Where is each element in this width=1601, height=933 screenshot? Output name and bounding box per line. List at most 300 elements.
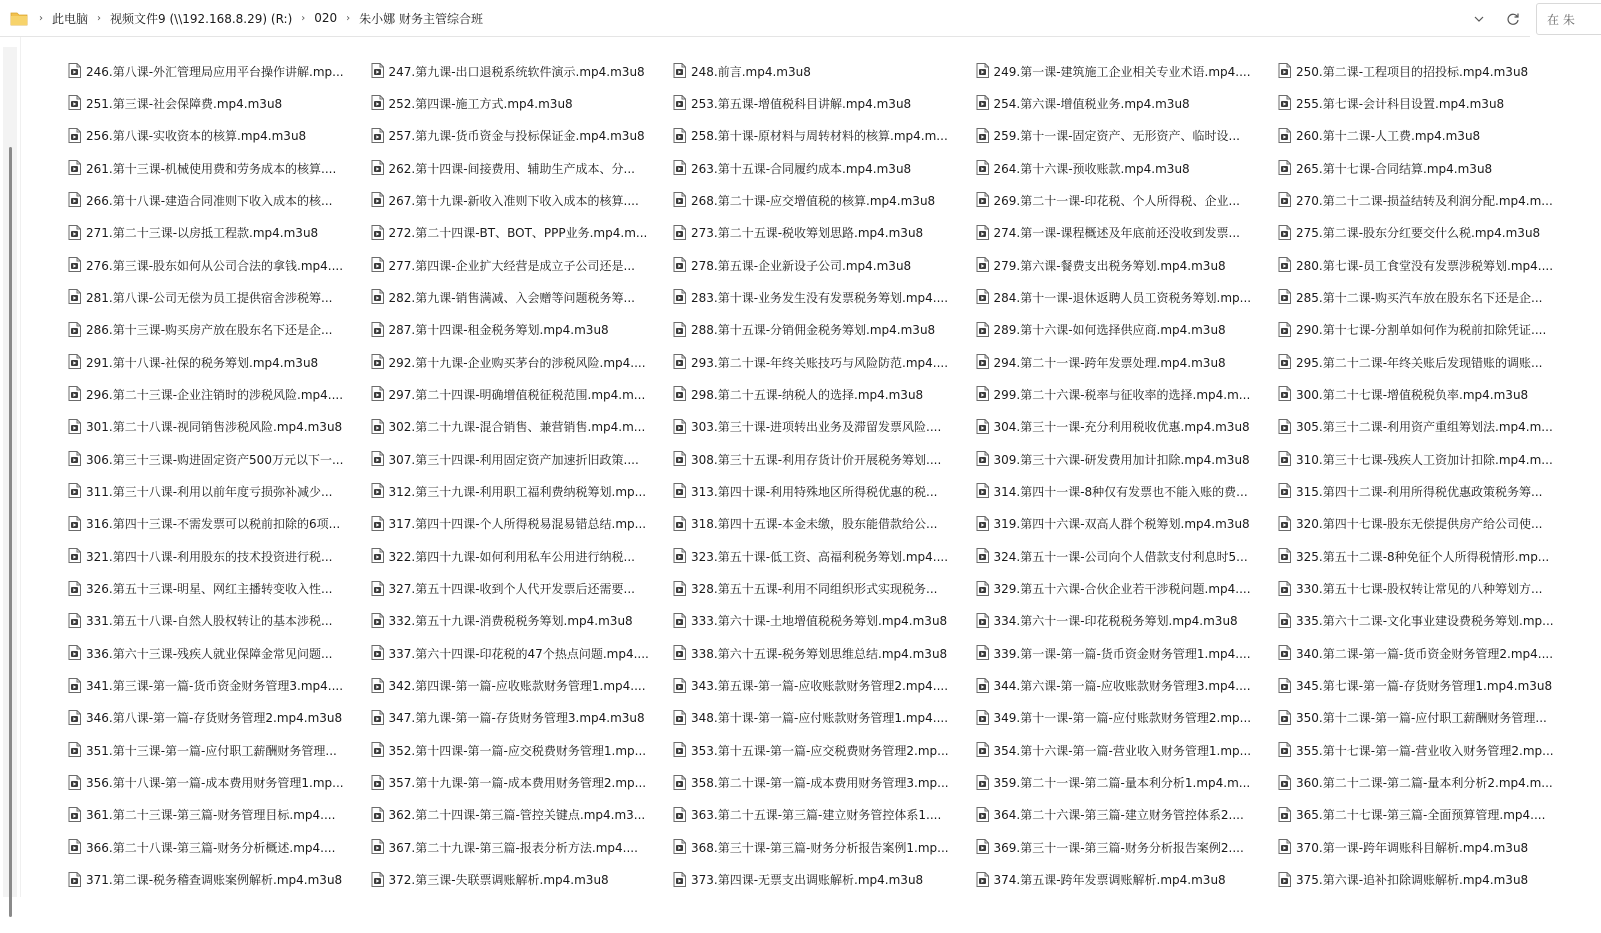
file-list [64,55,1554,896]
m3u8-file-icon [371,354,385,370]
file-name: 334.第六十一课-印花税税务筹划.mp4.m3u8 [993,614,1238,629]
file-item[interactable] [64,281,367,313]
file-item[interactable] [64,831,367,863]
file-item[interactable] [1274,120,1577,152]
m3u8-file-icon [371,160,385,176]
file-item[interactable] [367,314,670,346]
file-item[interactable] [1274,831,1577,863]
file-item[interactable] [367,702,670,734]
navigation-pane[interactable] [0,37,20,897]
file-item[interactable] [972,249,1275,281]
file-item[interactable] [367,573,670,605]
file-item[interactable] [669,573,972,605]
m3u8-file-icon [68,322,82,338]
file-name: 359.第二十一课-第二篇-量本利分析1.mp4.m... [993,776,1251,791]
m3u8-file-icon [976,678,990,694]
file-name: 328.第五十五课-利用不同组织形式实现税务... [691,582,938,596]
file-item[interactable] [1274,702,1577,734]
file-name: 273.第二十五课-税收筹划思路.mp4.m3u8 [691,226,924,241]
file-item[interactable] [1274,152,1577,184]
file-name: 269.第二十一课-印花税、个人所得税、企业... [993,193,1240,208]
m3u8-file-icon [976,710,990,726]
file-item[interactable] [367,249,670,281]
file-name: 254.第六课-增值税业务.mp4.m3u8 [993,96,1190,111]
file-item[interactable] [972,670,1275,702]
file-name: 354.第十六课-第一篇-营业收入财务管理1.mp... [993,743,1252,758]
file-item[interactable] [64,314,367,346]
file-item[interactable] [669,87,972,119]
file-item[interactable] [669,831,972,863]
file-item[interactable] [972,217,1275,249]
file-name: 263.第十五课-合同履约成本.mp4.m3u8 [691,161,912,176]
m3u8-file-icon [1278,645,1292,661]
m3u8-file-icon [68,289,82,305]
file-item[interactable] [367,831,670,863]
file-item[interactable] [367,864,670,896]
file-item[interactable] [669,55,972,87]
file-name: 274.第一课-课程概述及年底前还没收到发票... [993,226,1240,241]
file-name: 318.第四十五课-本金未缴，股东能借款给公... [691,517,938,532]
chevron-right-icon[interactable]: › [39,12,43,24]
file-item[interactable] [972,120,1275,152]
m3u8-file-icon [976,645,990,661]
file-item[interactable] [64,443,367,475]
m3u8-file-icon [976,839,990,855]
m3u8-file-icon [673,839,687,855]
file-name: 300.第二十七课-增值税税负率.mp4.m3u8 [1296,387,1529,402]
file-name: 277.第四课-企业扩大经营是成立子公司还是... [388,258,635,273]
file-item[interactable] [367,605,670,637]
file-item[interactable] [669,734,972,766]
file-item[interactable] [1274,540,1577,572]
file-name: 374.第五课-跨年发票调账解析.mp4.m3u8 [993,873,1226,888]
file-item[interactable] [669,152,972,184]
m3u8-file-icon [68,160,82,176]
file-item[interactable] [972,87,1275,119]
file-name: 360.第二十二课-第二篇-量本利分析2.mp4.m... [1296,776,1553,791]
m3u8-file-icon [976,257,990,273]
m3u8-file-icon [976,354,990,370]
file-item[interactable] [669,637,972,669]
m3u8-file-icon [976,581,990,597]
file-name: 361.第二十三课-第三篇-财务管理目标.mp4.... [86,808,336,823]
file-item[interactable] [1274,475,1577,507]
file-name: 367.第二十九课-第三篇-报表分析方法.mp4.... [388,840,638,855]
file-item[interactable] [972,475,1275,507]
m3u8-file-icon [673,613,687,629]
file-name: 280.第七课-员工食堂没有发票涉税筹划.mp4.... [1296,258,1554,273]
file-item[interactable] [367,55,670,87]
file-name: 322.第四十九课-如何利用私车公用进行纳税... [388,549,635,564]
m3u8-file-icon [976,63,990,79]
file-name: 258.第十课-原材料与周转材料的核算.mp4.m... [691,129,948,144]
file-item[interactable] [669,670,972,702]
file-name: 341.第三课-第一篇-货币资金财务管理3.mp4.... [86,679,344,694]
file-item[interactable] [367,411,670,443]
file-item[interactable] [64,346,367,378]
file-item[interactable] [64,540,367,572]
file-item[interactable] [1274,378,1577,410]
file-name: 248.前言.mp4.m3u8 [691,64,811,79]
chevron-down-icon[interactable] [1474,14,1484,24]
m3u8-file-icon [673,807,687,823]
file-item[interactable] [972,540,1275,572]
file-item[interactable] [1274,55,1577,87]
file-item[interactable] [972,508,1275,540]
m3u8-file-icon [1278,613,1292,629]
m3u8-file-icon [1278,483,1292,499]
file-item[interactable] [367,346,670,378]
m3u8-file-icon [371,322,385,338]
file-item[interactable] [972,152,1275,184]
m3u8-file-icon [1278,872,1292,888]
file-name: 355.第十七课-第一篇-营业收入财务管理2.mp... [1296,743,1554,758]
file-name: 292.第十九课-企业购买茅台的涉税风险.mp4.... [388,355,646,370]
m3u8-file-icon [68,225,82,241]
file-item[interactable] [669,314,972,346]
file-item[interactable] [972,378,1275,410]
file-item[interactable] [367,670,670,702]
m3u8-file-icon [68,516,82,532]
m3u8-file-icon [1278,225,1292,241]
file-name: 275.第二课-股东分红要交什么税.mp4.m3u8 [1296,226,1541,241]
m3u8-file-icon [976,807,990,823]
file-item[interactable] [64,799,367,831]
m3u8-file-icon [976,289,990,305]
m3u8-file-icon [68,483,82,499]
file-name: 287.第十四课-租金税务筹划.mp4.m3u8 [388,323,609,338]
file-name: 369.第三十一课-第三篇-财务分析报告案例2.... [993,840,1244,855]
m3u8-file-icon [976,548,990,564]
file-item[interactable] [64,184,367,216]
m3u8-file-icon [673,419,687,435]
file-item[interactable] [669,120,972,152]
file-name: 250.第二课-工程项目的招投标.mp4.m3u8 [1296,64,1529,79]
m3u8-file-icon [68,95,82,111]
file-item[interactable] [64,55,367,87]
breadcrumb-folder-020[interactable]: 020 [314,11,338,25]
file-item[interactable] [1274,734,1577,766]
file-item[interactable] [64,508,367,540]
file-name: 293.第二十课-年终关账技巧与风险防范.mp4.... [691,355,949,370]
address-bar[interactable] [0,0,1530,37]
file-item[interactable] [64,864,367,896]
file-item[interactable] [64,767,367,799]
file-item[interactable] [972,864,1275,896]
file-name: 372.第三课-失联票调账解析.mp4.m3u8 [388,873,609,888]
chevron-right-icon[interactable]: › [346,12,351,24]
file-name: 333.第六十课-土地增值税税务筹划.mp4.m3u8 [691,614,948,629]
file-name: 324.第五十一课-公司向个人借款支付利息时5... [993,549,1248,564]
file-item[interactable] [972,605,1275,637]
file-item[interactable] [1274,184,1577,216]
file-name: 352.第十四课-第一篇-应交税费财务管理1.mp... [388,743,647,758]
file-name: 305.第三十二课-利用资产重组筹划法.mp4.m... [1296,420,1553,435]
file-name: 345.第七课-第一篇-存货财务管理1.mp4.m3u8 [1296,679,1553,694]
file-name: 259.第十一课-固定资产、无形资产、临时设... [993,129,1240,144]
file-item[interactable] [972,443,1275,475]
file-item[interactable] [367,540,670,572]
scrollbar-thumb[interactable] [9,147,12,917]
file-item[interactable] [64,217,367,249]
file-item[interactable] [367,281,670,313]
breadcrumb-this-pc[interactable]: 此电脑 [52,11,89,26]
m3u8-file-icon [371,710,385,726]
file-item[interactable] [972,767,1275,799]
file-name: 304.第三十一课-充分利用税收优惠.mp4.m3u8 [993,420,1250,435]
chevron-right-icon[interactable]: › [301,12,306,24]
file-item[interactable] [1274,443,1577,475]
m3u8-file-icon [68,548,82,564]
m3u8-file-icon [68,839,82,855]
file-name: 320.第四十七课-股东无偿提供房产给公司使... [1296,517,1543,532]
file-name: 331.第五十八课-自然人股权转让的基本涉税... [86,614,333,629]
file-item[interactable] [64,152,367,184]
file-name: 317.第四十四课-个人所得税易混易错总结.mp... [388,517,647,532]
file-item[interactable] [1274,281,1577,313]
file-item[interactable] [1274,249,1577,281]
file-name: 270.第二十二课-损益结转及利润分配.mp4.m... [1296,193,1553,208]
file-item[interactable] [972,55,1275,87]
file-name: 291.第十八课-社保的税务筹划.mp4.m3u8 [86,355,319,370]
file-name: 313.第四十课-利用特殊地区所得税优惠的税... [691,484,938,499]
file-item[interactable] [972,314,1275,346]
file-item[interactable] [64,411,367,443]
file-item[interactable] [1274,670,1577,702]
file-name: 350.第十二课-第一篇-应付职工薪酬财务管理... [1296,711,1547,726]
file-name: 338.第六十五课-税务筹划思维总结.mp4.m3u8 [691,646,948,661]
file-name: 309.第三十六课-研发费用加计扣除.mp4.m3u8 [993,452,1250,467]
file-name: 330.第五十七课-股权转让常见的八种筹划方... [1296,582,1543,596]
m3u8-file-icon [673,516,687,532]
file-item[interactable] [972,734,1275,766]
m3u8-file-icon [976,225,990,241]
file-name: 249.第一课-建筑施工企业相关专业术语.mp4.... [993,64,1251,79]
file-item[interactable] [64,573,367,605]
m3u8-file-icon [1278,257,1292,273]
file-name: 294.第二十一课-跨年发票处理.mp4.m3u8 [993,355,1226,370]
m3u8-file-icon [371,257,385,273]
file-item[interactable] [1274,314,1577,346]
file-name: 282.第九课-销售满减、入会赠等问题税务筹... [388,290,635,305]
file-name: 353.第十五课-第一篇-应交税费财务管理2.mp... [691,743,949,758]
m3u8-file-icon [673,289,687,305]
file-name: 316.第四十三课-不需发票可以税前扣除的6项... [86,517,341,532]
file-item[interactable] [669,411,972,443]
file-item[interactable] [669,799,972,831]
file-item[interactable] [972,637,1275,669]
file-name: 314.第四十一课-8种仅有发票也不能入账的费... [993,484,1248,499]
file-name: 272.第二十四课-BT、BOT、PPP业务.mp4.m... [388,226,648,241]
chevron-right-icon[interactable]: › [97,12,102,24]
file-item[interactable] [367,799,670,831]
file-item[interactable] [1274,411,1577,443]
m3u8-file-icon [976,483,990,499]
m3u8-file-icon [976,192,990,208]
file-item[interactable] [367,378,670,410]
file-item[interactable] [669,378,972,410]
search-input[interactable]: 在 朱 [1536,3,1601,35]
m3u8-file-icon [673,678,687,694]
file-name: 340.第二课-第一篇-货币资金财务管理2.mp4.... [1296,646,1554,661]
file-item[interactable] [64,87,367,119]
file-item[interactable] [64,670,367,702]
breadcrumb-current-folder[interactable]: 朱小娜 财务主管综合班 [359,11,483,26]
m3u8-file-icon [371,548,385,564]
m3u8-file-icon [1278,839,1292,855]
m3u8-file-icon [673,322,687,338]
m3u8-file-icon [673,192,687,208]
file-name: 362.第二十四课-第三篇-管控关键点.mp4.m3... [388,808,646,823]
breadcrumb-network-drive[interactable]: 视频文件9 (\\192.168.8.29) (R:) [110,11,293,26]
m3u8-file-icon [673,95,687,111]
file-item[interactable] [972,702,1275,734]
file-name: 267.第十九课-新收入准则下收入成本的核算.... [388,193,639,208]
m3u8-file-icon [68,419,82,435]
m3u8-file-icon [371,645,385,661]
m3u8-file-icon [673,63,687,79]
file-item[interactable] [64,637,367,669]
file-item[interactable] [1274,605,1577,637]
file-item[interactable] [1274,864,1577,896]
m3u8-file-icon [68,451,82,467]
m3u8-file-icon [371,839,385,855]
m3u8-file-icon [1278,581,1292,597]
file-name: 279.第六课-餐费支出税务筹划.mp4.m3u8 [993,258,1226,273]
file-item[interactable] [669,508,972,540]
file-item[interactable] [1274,573,1577,605]
m3u8-file-icon [976,128,990,144]
file-item[interactable] [669,346,972,378]
file-item[interactable] [1274,767,1577,799]
m3u8-file-icon [68,613,82,629]
file-name: 278.第五课-企业新设子公司.mp4.m3u8 [691,258,912,273]
m3u8-file-icon [673,775,687,791]
m3u8-file-icon [371,128,385,144]
m3u8-file-icon [673,451,687,467]
file-item[interactable] [367,637,670,669]
file-name: 325.第五十二课-8种免征个人所得税情形.mp... [1296,549,1550,564]
file-name: 364.第二十六课-第三篇-建立财务管控体系2.... [993,808,1244,823]
m3u8-file-icon [68,581,82,597]
refresh-icon[interactable] [1506,12,1520,26]
file-name: 373.第四课-无票支出调账解析.mp4.m3u8 [691,873,924,888]
file-name: 268.第二十课-应交增值税的核算.mp4.m3u8 [691,193,936,208]
file-item[interactable] [367,152,670,184]
file-name: 332.第五十九课-消费税税务筹划.mp4.m3u8 [388,614,633,629]
m3u8-file-icon [371,483,385,499]
file-name: 286.第十三课-购买房产放在股东名下还是企... [86,323,333,338]
file-name: 310.第三十七课-残疾人工资加计扣除.mp4.m... [1296,452,1553,467]
m3u8-file-icon [1278,354,1292,370]
m3u8-file-icon [976,872,990,888]
m3u8-file-icon [68,807,82,823]
m3u8-file-icon [371,678,385,694]
file-item[interactable] [367,217,670,249]
m3u8-file-icon [68,710,82,726]
file-item[interactable] [367,508,670,540]
m3u8-file-icon [1278,742,1292,758]
file-name: 303.第三十课-进项转出业务及滞留发票风险.... [691,420,942,435]
file-item[interactable] [367,734,670,766]
file-name: 319.第四十六课-双高人群个税筹划.mp4.m3u8 [993,517,1250,532]
file-item[interactable] [669,605,972,637]
file-name: 266.第十八课-建造合同准则下收入成本的核... [86,193,333,208]
m3u8-file-icon [1278,289,1292,305]
file-item[interactable] [669,475,972,507]
file-item[interactable] [367,475,670,507]
file-name: 342.第四课-第一篇-应收账款财务管理1.mp4.... [388,679,646,694]
file-item[interactable] [64,702,367,734]
file-item[interactable] [1274,87,1577,119]
file-item[interactable] [367,443,670,475]
m3u8-file-icon [976,742,990,758]
file-name: 283.第十课-业务发生没有发票税务筹划.mp4.... [691,290,949,305]
file-item[interactable] [669,281,972,313]
file-item[interactable] [367,87,670,119]
file-item[interactable] [972,831,1275,863]
m3u8-file-icon [68,354,82,370]
file-name: 262.第十四课-间接费用、辅助生产成本、分... [388,161,635,176]
file-item[interactable] [64,378,367,410]
file-item[interactable] [972,799,1275,831]
file-item[interactable] [669,184,972,216]
file-item[interactable] [64,734,367,766]
file-item[interactable] [669,249,972,281]
file-item[interactable] [972,281,1275,313]
m3u8-file-icon [673,548,687,564]
file-name: 264.第十六课-预收账款.mp4.m3u8 [993,161,1190,176]
file-name: 351.第十三课-第一篇-应付职工薪酬财务管理... [86,743,337,758]
file-name: 247.第九课-出口退税系统软件演示.mp4.m3u8 [388,64,645,79]
file-item[interactable] [367,184,670,216]
file-item[interactable] [972,573,1275,605]
m3u8-file-icon [976,386,990,402]
file-item[interactable] [669,702,972,734]
file-item[interactable] [669,864,972,896]
file-name: 323.第五十课-低工资、高福利税务筹划.mp4.... [691,549,949,564]
file-name: 276.第三课-股东如何从公司合法的拿钱.mp4.... [86,258,344,273]
file-name: 297.第二十四课-明确增值税征税范围.mp4.m... [388,387,646,402]
file-item[interactable] [367,767,670,799]
file-item[interactable] [64,249,367,281]
file-item[interactable] [1274,799,1577,831]
file-item[interactable] [64,605,367,637]
file-item[interactable] [64,475,367,507]
m3u8-file-icon [1278,710,1292,726]
file-item[interactable] [1274,508,1577,540]
file-item[interactable] [669,217,972,249]
file-item[interactable] [1274,346,1577,378]
file-item[interactable] [1274,637,1577,669]
file-item[interactable] [669,443,972,475]
m3u8-file-icon [673,128,687,144]
file-item[interactable] [972,411,1275,443]
file-item[interactable] [972,346,1275,378]
file-item[interactable] [669,540,972,572]
file-item[interactable] [669,767,972,799]
m3u8-file-icon [976,451,990,467]
file-item[interactable] [972,184,1275,216]
file-item[interactable] [1274,217,1577,249]
file-name: 288.第十五课-分销佣金税务筹划.mp4.m3u8 [691,323,936,338]
m3u8-file-icon [976,775,990,791]
file-item[interactable] [367,120,670,152]
file-item[interactable] [64,120,367,152]
m3u8-file-icon [976,613,990,629]
m3u8-file-icon [673,483,687,499]
file-name: 329.第五十六课-合伙企业若干涉税问题.mp4.... [993,582,1251,596]
